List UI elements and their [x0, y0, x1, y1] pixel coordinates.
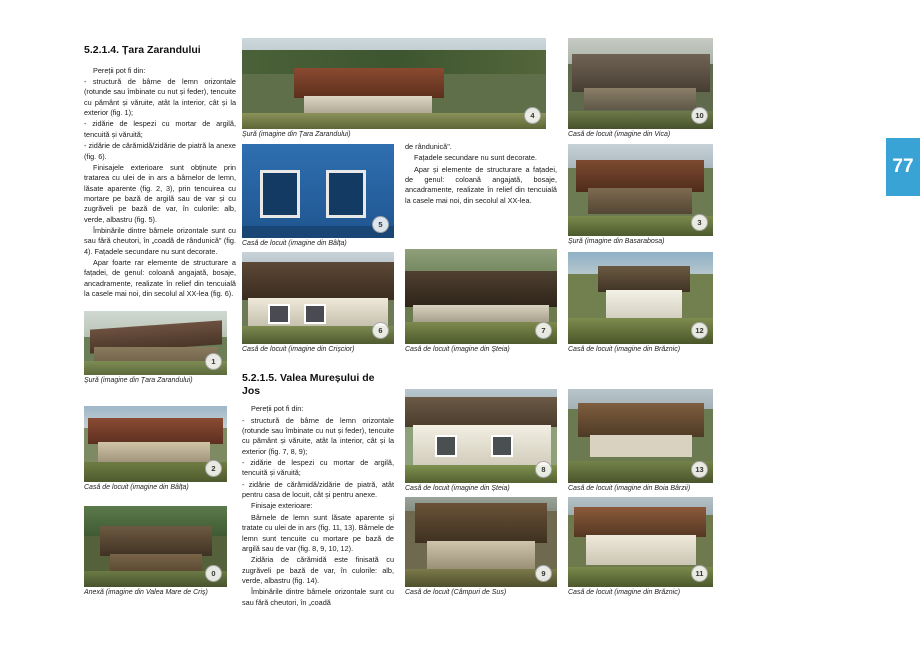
figure-caption: Șură (imagine din Țara Zarandului) [242, 131, 351, 138]
figure-10 [568, 38, 713, 139]
figure-anexa [84, 506, 227, 597]
figure-caption: Casă de locuit (imagine din Crișcior) [242, 346, 355, 353]
figure-4 [242, 38, 546, 139]
paragraph: Îmbinările dintre bârnele orizontale sunt cu sau fără cheutori, în „coadă de rândunică" (fig. 4). Fațadele secundare nu sunt decorate. [84, 226, 236, 256]
mid-text-column [242, 372, 394, 609]
paragraph: Apar și elemente de structurare a fațadei, de genul: coloană angajată, bosaje, ancadramente, realizate în relief din tencuială la casele mai noi, din secolul al XX-lea. [405, 164, 557, 205]
paragraph: Zidăria de cărămidă este finisată cu zugrăveli pe bază de var, în culorile: alb, verde, albastru (fig. 14). [242, 555, 394, 585]
figure-caption: Casă de locuit (imagine din Bâlța) [242, 240, 347, 247]
figure-caption: Casă de locuit (imagine din Șteia) [405, 485, 510, 492]
figure-11 [568, 497, 713, 597]
figure-8 [405, 389, 557, 493]
figure-5 [242, 144, 394, 248]
figure-caption: Casă de locuit (imagine din Bâlța) [84, 484, 189, 491]
paragraph: - zidărie de cărămidă/zidărie de piatră, atât pentru casa de locuit, cât și pentru anexe. [242, 479, 394, 500]
figure-caption: Casă de locuit (imagine din Vica) [568, 131, 671, 138]
figure-caption: Șură (imagine din Basarabosa) [568, 238, 665, 245]
paragraph: - zidărie de cărămidă/zidărie de piatră la anexe (fig. 6). [84, 141, 236, 161]
section-heading-mures: 5.2.1.5. Valea Mureșului de Jos [242, 372, 375, 398]
figure-badge: 8 [535, 461, 552, 478]
paragraph: - zidărie de lespezi cu mortar de argilă, tencuită și văruită; [84, 119, 236, 139]
figure-badge: 6 [372, 322, 389, 339]
figure-caption: Casă de locuit (imagine din Boia Bârzii) [568, 485, 691, 492]
figure-image [84, 311, 227, 375]
paragraph: Finisaje exterioare: [251, 501, 313, 511]
figure-badge: 7 [535, 322, 552, 339]
paragraph: Finisajele exterioare sunt obținute prin tratarea cu ulei de in ars a bârnelor de lemn, lăsate aparente (fig. 2, 3), prin tencuirea cu mortare pe bază de argilă sau de var și cu zugrăveli pe bază de var, în culorile: alb, verde, albastru (fig. 5). [84, 162, 236, 224]
paragraph: Îmbinările dintre bârnele orizontale sunt cu sau fără cheutori, în „coadă [242, 587, 394, 607]
figure-13 [568, 389, 713, 493]
paragraph: de rândunică". [405, 142, 452, 151]
figure-image [568, 389, 713, 483]
figure-badge: 10 [691, 107, 708, 124]
figure-badge: 4 [524, 107, 541, 124]
figure-image [84, 406, 227, 482]
section-heading-zarand: 5.2.1.4. Țara Zarandului [84, 44, 201, 56]
figure-badge: 3 [691, 214, 708, 231]
paragraph: Pereții pot fi din: [251, 404, 304, 414]
figure-caption: Șură (imagine din Țara Zarandului) [84, 377, 193, 384]
figure-image [405, 497, 557, 587]
figure-image [242, 144, 394, 238]
figure-2 [84, 406, 227, 492]
page-number-tab [886, 138, 920, 196]
figure-image [568, 497, 713, 587]
figure-caption: Casă de locuit (Câmpuri de Sus) [405, 589, 507, 596]
figure-badge: 11 [691, 565, 708, 582]
figure-6 [242, 252, 394, 354]
page-number: 77 [892, 156, 914, 177]
figure-caption: Anexă (imagine din Valea Mare de Criș) [84, 589, 208, 596]
figure-caption: Casă de locuit (imagine din Șteia) [405, 346, 510, 353]
paragraph: Pereții pot fi din: [93, 65, 146, 75]
paragraph: Fațadele secundare nu sunt decorate. [414, 153, 537, 163]
paragraph: Bârnele de lemn sunt lăsate aparente și tratate cu ulei de in ars (fig. 11, 13). Bârnele de lemn sunt tencuite cu mortare pe bază de argilă sau de var (fig. 8, 9, 10, 12). [242, 512, 394, 553]
figure-image [84, 506, 227, 587]
figure-image [568, 252, 713, 344]
figure-badge: 0 [205, 565, 222, 582]
figure-image [405, 249, 557, 344]
figure-9 [405, 497, 557, 597]
figure-caption: Casă de locuit (imagine din Brăznic) [568, 346, 681, 353]
figure-12 [568, 252, 713, 354]
figure-image [568, 144, 713, 236]
figure-badge: 2 [205, 460, 222, 477]
left-text-column [84, 44, 236, 301]
figure-badge: 12 [691, 322, 708, 339]
paragraph: Apar foarte rar elemente de structurare a fațadei, de genul: coloană angajată, bosaje, ancadramente, realizate în relief din tencuială la casele mai noi, din secolul al XX-lea (fig. 6). [84, 258, 236, 299]
figure-7 [405, 249, 557, 354]
figure-badge: 5 [372, 216, 389, 233]
paragraph: - zidărie de lespezi cu mortar de argilă, tencuită și văruită; [242, 458, 394, 478]
paragraph: - structură de bârne de lemn orizontale (rotunde sau îmbinate cu nut și feder), tencuite cu pământ și văruite, atât la interior, cât și la exterior (fig. 7, 8, 9); [242, 415, 394, 456]
figure-badge: 13 [691, 461, 708, 478]
paragraph: - structură de bârne de lemn orizontale (rotunde sau îmbinate cu nut și feder), tencuite cu pământ și văruite, atât la interior, cât și la exterior (fig. 1); [84, 77, 236, 118]
figure-image [568, 38, 713, 129]
figure-image [242, 38, 546, 129]
figure-image [405, 389, 557, 483]
figure-3 [568, 144, 713, 246]
figure-badge: 1 [205, 353, 222, 370]
figure-caption: Casă de locuit (imagine din Brăznic) [568, 589, 681, 596]
figure-badge: 9 [535, 565, 552, 582]
figure-image [242, 252, 394, 344]
figure-1 [84, 311, 227, 385]
continuation-text-column [405, 142, 557, 207]
